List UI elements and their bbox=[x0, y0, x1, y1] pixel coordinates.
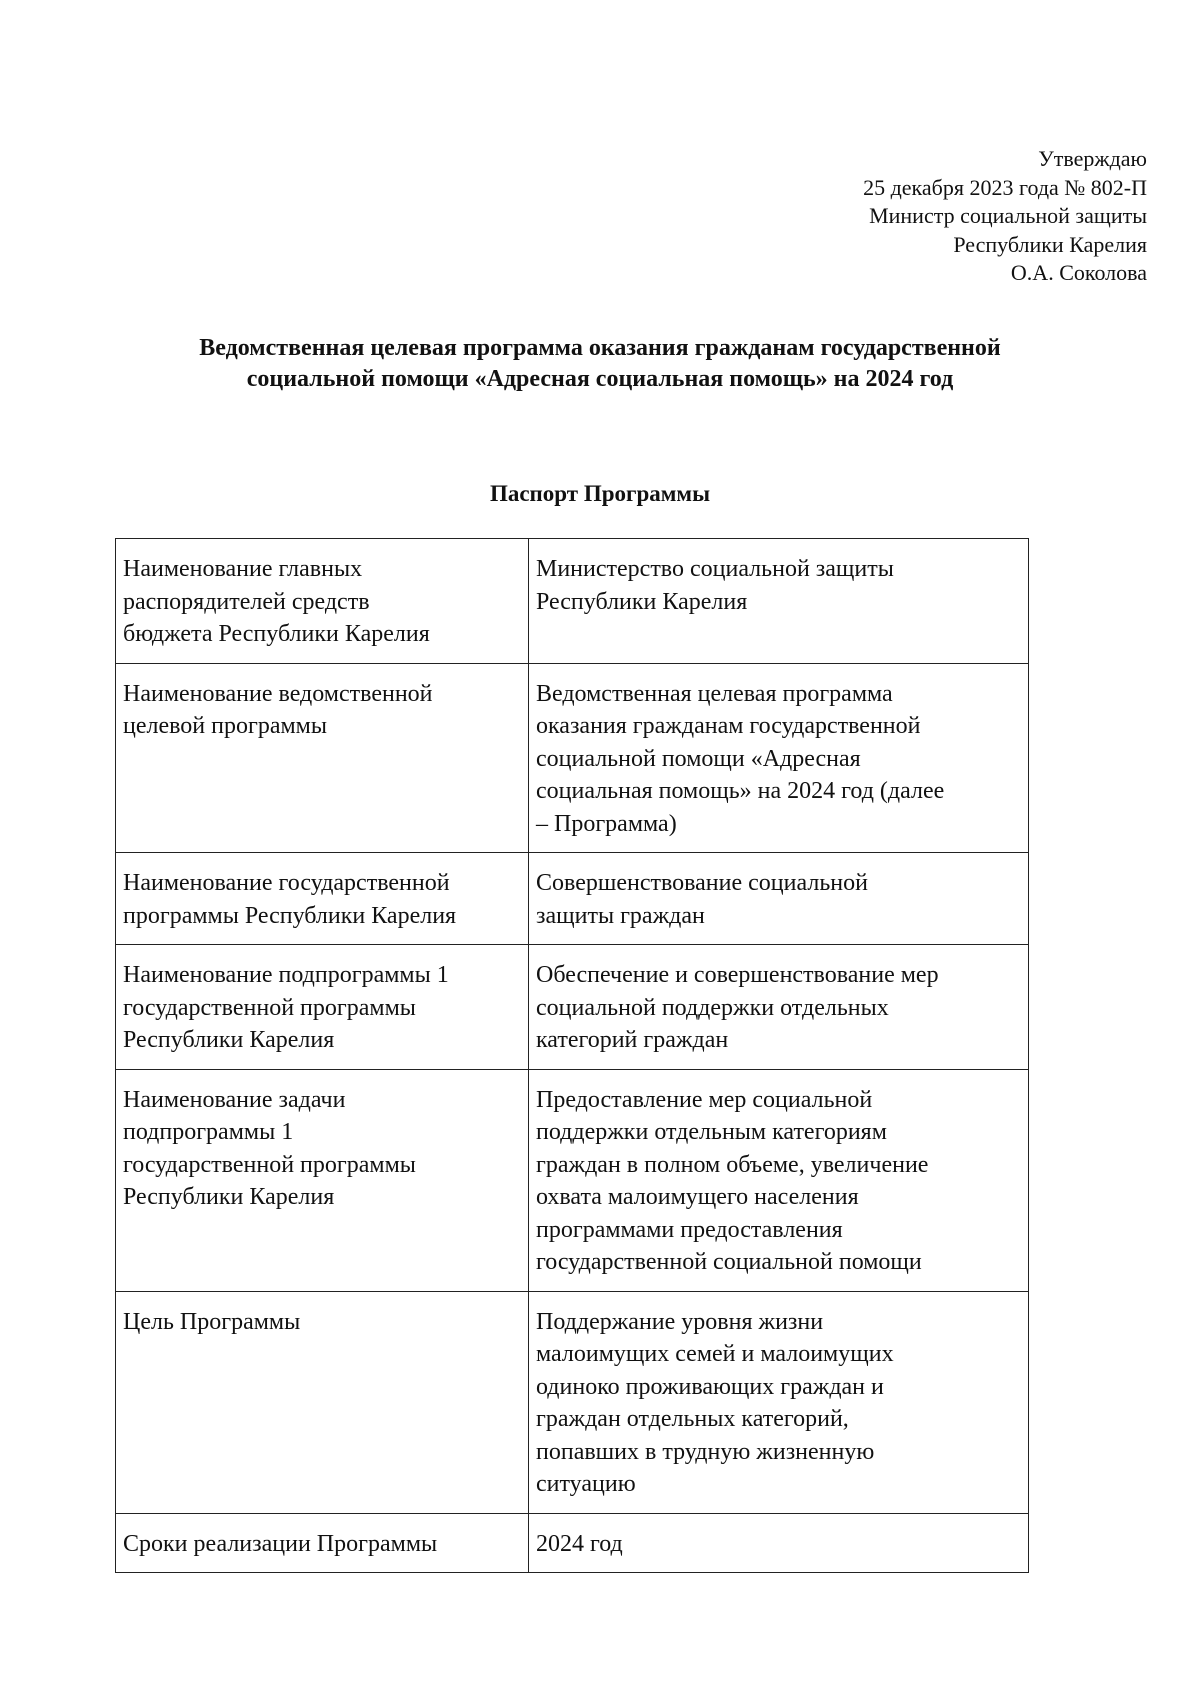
passport-label-line: Наименование подпрограммы 1 bbox=[123, 962, 449, 988]
passport-row-label bbox=[116, 1291, 529, 1513]
passport-value-line: попавших в трудную жизненную bbox=[536, 1438, 875, 1465]
document-title bbox=[100, 333, 1100, 395]
passport-value-line: социальной помощи «Адресная bbox=[536, 745, 861, 772]
approval-line: О.А. Соколова bbox=[1010, 260, 1147, 285]
document-title-line: Ведомственная целевая программа оказания гражданам государственной bbox=[199, 335, 1001, 361]
passport-row-label bbox=[116, 1069, 529, 1291]
passport-row-value bbox=[529, 663, 1029, 853]
approval-line: Министр социальной защиты bbox=[869, 203, 1147, 228]
passport-value-line: граждан отдельных категорий, bbox=[536, 1406, 849, 1432]
passport-table bbox=[115, 538, 1029, 1573]
passport-value-line: категорий граждан bbox=[536, 1027, 729, 1053]
passport-label-line: Республики Карелия bbox=[123, 1184, 335, 1210]
passport-label-line: Республики Карелия bbox=[123, 1027, 335, 1053]
passport-value-line: Министерство социальной защиты bbox=[536, 556, 894, 582]
approval-line: 25 декабря 2023 года № 802-П bbox=[863, 174, 1147, 200]
passport-row-label bbox=[116, 539, 529, 664]
passport-value-line: защиты граждан bbox=[536, 902, 705, 929]
passport-value-line: ситуацию bbox=[536, 1471, 636, 1497]
passport-value-line: одиноко проживающих граждан и bbox=[536, 1373, 884, 1400]
passport-label-line: Наименование главных bbox=[123, 556, 363, 582]
passport-value-line: Ведомственная целевая программа bbox=[536, 680, 893, 707]
passport-label-line: целевой программы bbox=[123, 713, 327, 739]
passport-value-line: граждан в полном объеме, увеличение bbox=[536, 1151, 929, 1178]
passport-label-line: программы Республики Карелия bbox=[123, 902, 457, 929]
passport-value-line: социальной поддержки отдельных bbox=[536, 994, 889, 1021]
passport-row-value bbox=[529, 1513, 1029, 1573]
passport-table-body bbox=[116, 539, 1029, 1573]
passport-row bbox=[116, 1513, 1029, 1573]
passport-row-label bbox=[116, 945, 529, 1070]
passport-row-value bbox=[529, 1291, 1029, 1513]
passport-heading: Паспорт Программы bbox=[489, 481, 711, 506]
approval-line: Республики Карелия bbox=[953, 231, 1147, 257]
passport-value-line: охвата малоимущего населения bbox=[536, 1184, 859, 1210]
passport-label-line: Цель Программы bbox=[123, 1308, 301, 1335]
approval-block bbox=[863, 145, 1147, 288]
approval-line: Утверждаю bbox=[1038, 146, 1147, 171]
passport-row bbox=[116, 663, 1029, 853]
passport-label-line: государственной программы bbox=[123, 994, 416, 1021]
passport-value-line: государственной социальной помощи bbox=[536, 1249, 922, 1275]
passport-label-line: Наименование задачи bbox=[123, 1086, 346, 1113]
passport-label-line: Наименование государственной bbox=[123, 870, 450, 896]
passport-row-value bbox=[529, 1069, 1029, 1291]
passport-value-line: Совершенствование социальной bbox=[536, 870, 868, 896]
passport-value-line: поддержки отдельным категориям bbox=[536, 1119, 887, 1145]
passport-row bbox=[116, 853, 1029, 945]
passport-value-line: малоимущих семей и малоимущих bbox=[536, 1341, 894, 1367]
passport-value-line: Республики Карелия bbox=[536, 588, 748, 615]
passport-value-line: 2024 год bbox=[536, 1530, 623, 1557]
passport-row bbox=[116, 1069, 1029, 1291]
passport-row-label bbox=[116, 1513, 529, 1573]
passport-row-value bbox=[529, 853, 1029, 945]
passport-label-line: государственной программы bbox=[123, 1151, 416, 1178]
passport-label-line: подпрограммы 1 bbox=[123, 1119, 294, 1145]
passport-value-line: Поддержание уровня жизни bbox=[536, 1308, 824, 1335]
passport-row-label bbox=[116, 663, 529, 853]
passport-row-value bbox=[529, 539, 1029, 664]
passport-row bbox=[116, 1291, 1029, 1513]
passport-value-line: социальная помощь» на 2024 год (далее bbox=[536, 778, 945, 804]
document-title-line: социальной помощи «Адресная социальная помощь» на 2024 год bbox=[246, 366, 954, 392]
passport-row-value bbox=[529, 945, 1029, 1070]
passport-label-line: Сроки реализации Программы bbox=[123, 1530, 438, 1557]
passport-row bbox=[116, 539, 1029, 664]
passport-value-line: Предоставление мер социальной bbox=[536, 1086, 873, 1113]
passport-value-line: программами предоставления bbox=[536, 1216, 843, 1243]
passport-label-line: распорядителей средств bbox=[123, 588, 370, 615]
passport-value-line: Обеспечение и совершенствование мер bbox=[536, 962, 939, 988]
passport-value-line: – Программа) bbox=[536, 810, 677, 837]
passport-label-line: бюджета Республики Карелия bbox=[123, 621, 430, 647]
passport-value-line: оказания гражданам государственной bbox=[536, 713, 921, 739]
passport-row-label bbox=[116, 853, 529, 945]
passport-row bbox=[116, 945, 1029, 1070]
passport-label-line: Наименование ведомственной bbox=[123, 680, 433, 707]
